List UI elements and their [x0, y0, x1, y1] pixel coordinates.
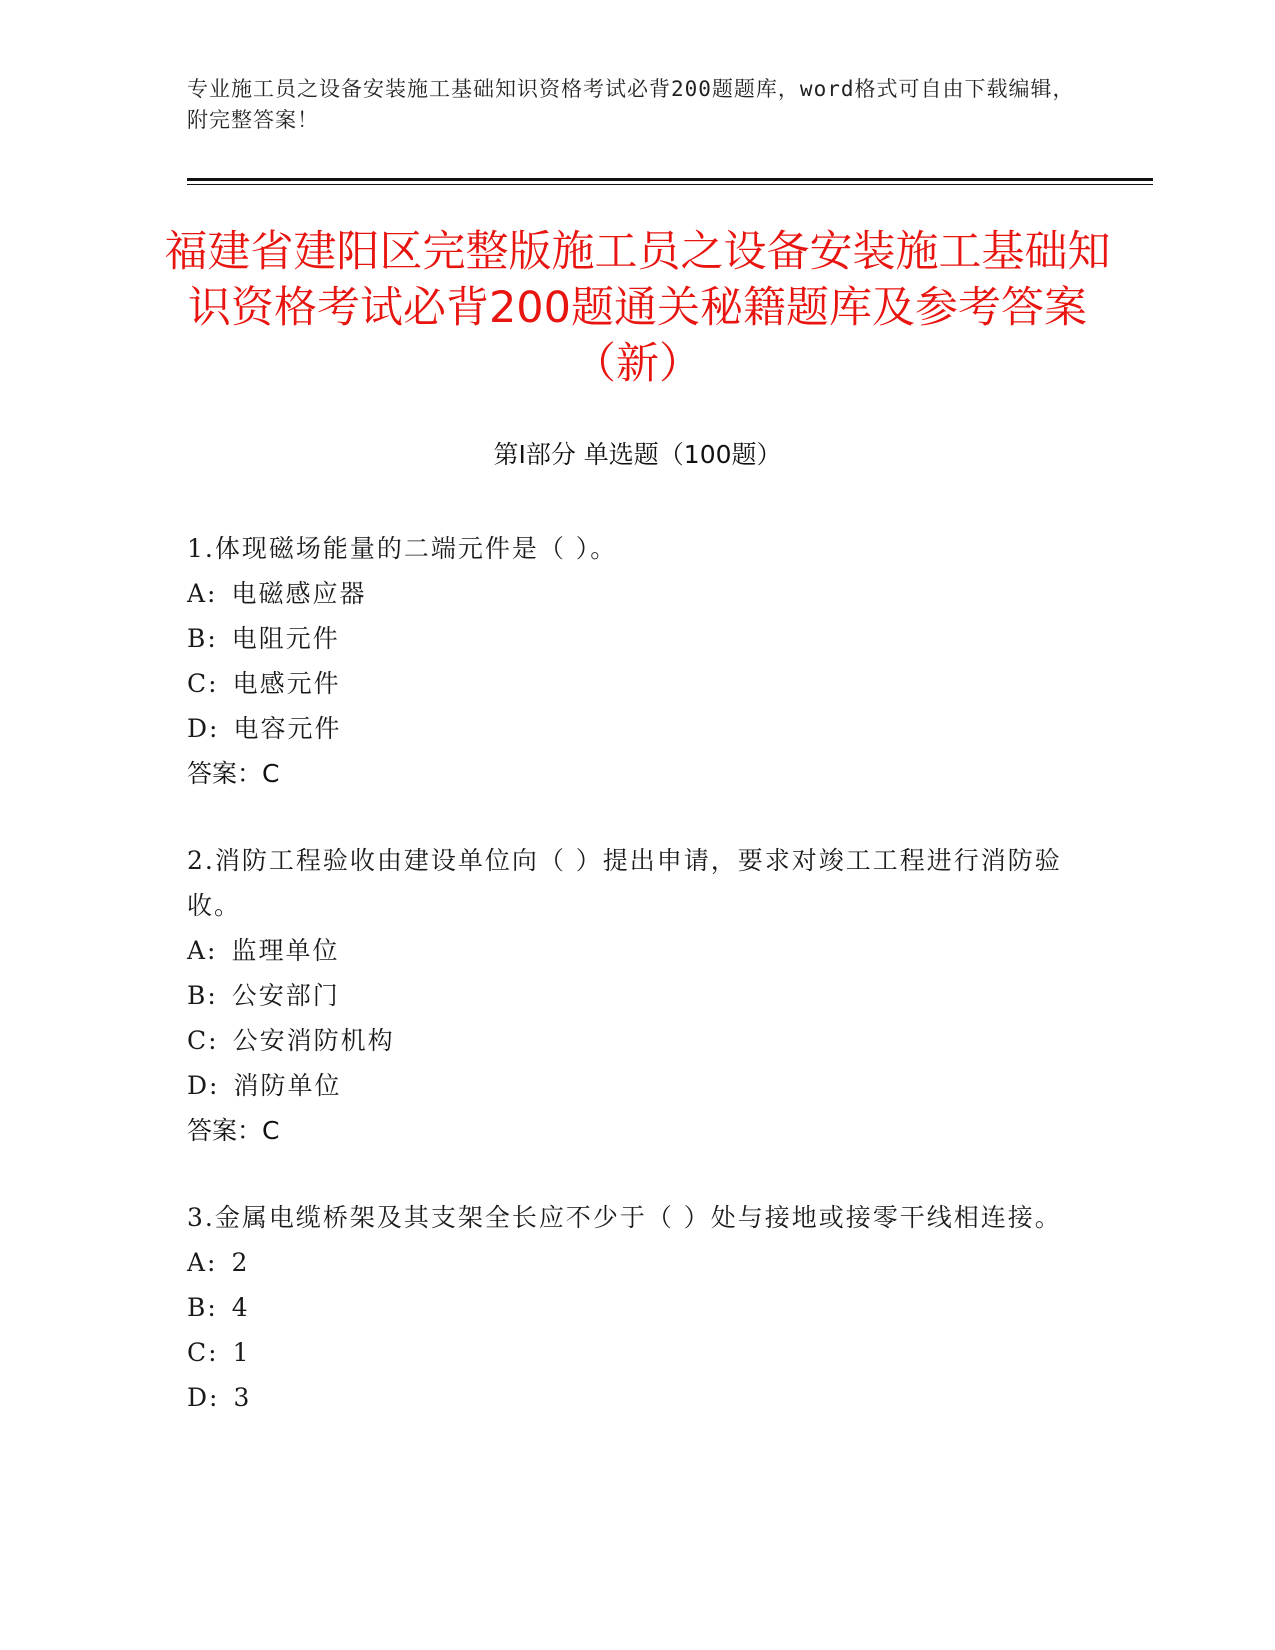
option-key: B: [187, 981, 218, 1010]
option-text: 消防单位 [233, 1071, 342, 1100]
document-title: 福建省建阳区完整版施工员之设备安装施工基础知识资格考试必背200题通关秘籍题库及参考答案（新） [164, 227, 1111, 389]
option-text: 2 [231, 1248, 250, 1277]
answer-line [187, 751, 1067, 796]
answer-value: C [262, 759, 280, 788]
option-text: 3 [233, 1383, 252, 1412]
option-text: 公安消防机构 [232, 1026, 395, 1055]
option-text: 电容元件 [233, 714, 342, 743]
option-key: D: [187, 1071, 220, 1100]
option-key: C: [187, 1026, 219, 1055]
option-c [187, 661, 1067, 706]
option-a [187, 928, 1067, 973]
option-a [187, 571, 1067, 616]
option-text: 电磁感应器 [231, 579, 367, 608]
option-d [187, 706, 1067, 751]
option-text: 电感元件 [232, 669, 341, 698]
option-key: B: [187, 624, 218, 653]
option-text: 公安部门 [231, 981, 340, 1010]
option-text: 监理单位 [231, 936, 340, 965]
answer-label: 答案： [187, 1116, 263, 1145]
question-item [187, 1195, 1067, 1420]
option-b [187, 1285, 1067, 1330]
question-list [187, 526, 1067, 1462]
option-d [187, 1063, 1067, 1108]
option-c [187, 1018, 1067, 1063]
option-key: C: [187, 669, 219, 698]
header-rule-thick [187, 178, 1153, 181]
option-key: D: [187, 714, 220, 743]
header-rule-thin [187, 184, 1153, 185]
option-c [187, 1330, 1067, 1375]
question-item [187, 526, 1067, 796]
option-b [187, 616, 1067, 661]
option-text: 4 [231, 1293, 250, 1322]
option-text: 1 [232, 1338, 251, 1367]
option-d [187, 1375, 1067, 1420]
answer-label: 答案： [187, 759, 263, 788]
section-title: 第Ⅰ部分 单选题（100题） [493, 440, 782, 469]
answer-line [187, 1108, 1067, 1153]
option-key: A: [187, 936, 218, 965]
option-text: 电阻元件 [231, 624, 340, 653]
option-key: A: [187, 579, 218, 608]
option-key: A: [187, 1248, 218, 1277]
option-key: C: [187, 1338, 219, 1367]
answer-value: C [262, 1116, 280, 1145]
question-item [187, 838, 1067, 1153]
question-stem: 3.金属电缆桥架及其支架全长应不少于（ ）处与接地或接零干线相连接。 [187, 1203, 1062, 1232]
option-b [187, 973, 1067, 1018]
option-a [187, 1240, 1067, 1285]
question-stem: 1.体现磁场能量的二端元件是（ ）。 [187, 534, 618, 563]
header-note: 专业施工员之设备安装施工基础知识资格考试必背200题题库，word格式可自由下载编辑，附完整答案！ [187, 77, 1075, 132]
option-key: B: [187, 1293, 218, 1322]
option-key: D: [187, 1383, 220, 1412]
question-stem: 2.消防工程验收由建设单位向（ ）提出申请，要求对竣工工程进行消防验收。 [187, 846, 1062, 920]
